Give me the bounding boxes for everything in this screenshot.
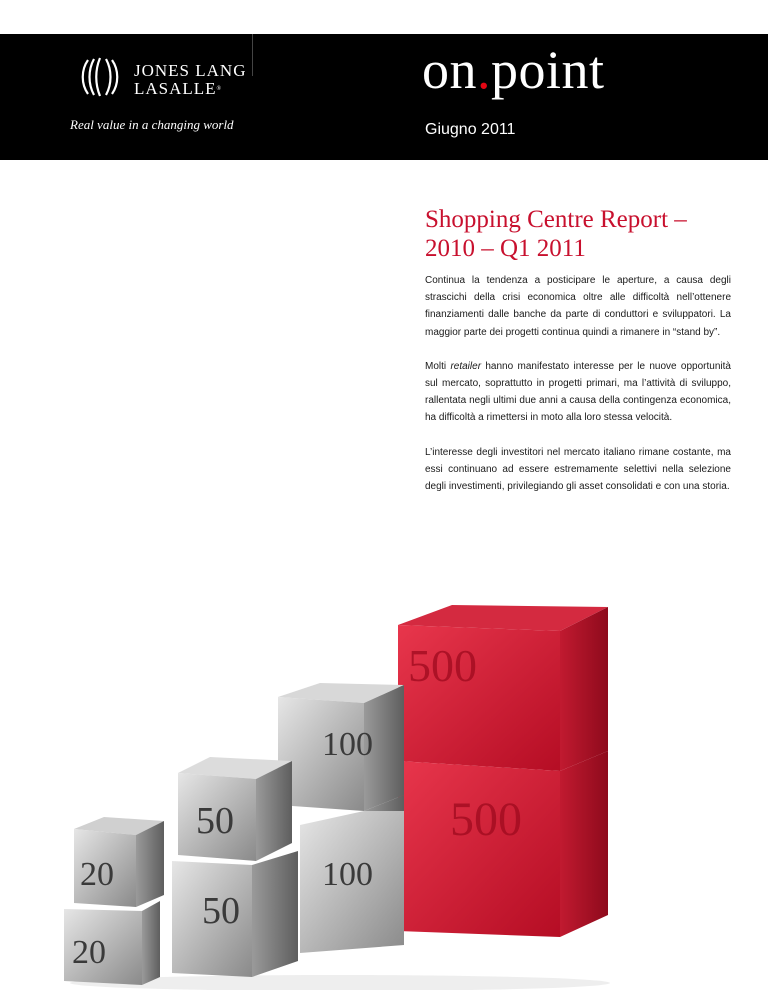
cube-100-bottom [300, 795, 404, 953]
brand-part-1: on [422, 40, 477, 100]
edition-date: Giugno 2011 [425, 121, 516, 138]
brand-part-2: point [491, 40, 605, 100]
logo-tagline: Real value in a changing world [70, 117, 234, 132]
svg-text:20: 20 [72, 934, 106, 971]
cube-50-top [178, 757, 292, 861]
header-banner [0, 34, 768, 160]
paragraph-3: L’interesse degli investitori nel mercato italiano rimane costante, ma essi continuano ad essere estremamente selettivi nella selezione degli investimenti, privilegiando gli asset consolidati e con una storia. [425, 446, 731, 493]
paragraph-2-prefix: Molti [425, 360, 451, 372]
svg-text:100: 100 [322, 726, 373, 763]
report-title-line-2: 2010 – Q1 2011 [425, 235, 586, 262]
cube-50-bottom [172, 851, 298, 977]
report-summary [425, 272, 731, 512]
report-title [425, 205, 745, 263]
paragraph-2 [425, 358, 731, 427]
brand-dot: . [477, 40, 491, 100]
cube-20-top [74, 817, 164, 907]
paragraph-2-emphasis: retailer [450, 360, 482, 372]
svg-text:500: 500 [450, 793, 522, 846]
publication-brand [422, 40, 605, 100]
euro-banknote-cubes [60, 585, 620, 990]
cube-100-top [278, 683, 404, 811]
paragraph-2-rest: hanno manifestato interesse per le nuove opportunità sul mercato, soprattutto in progetti primari, ma l’attività di sviluppo, rallentata negli ultimi due anni a causa della contingenza economica, ha difficoltà a rimettersi in moto alla loro stessa velocità. [425, 360, 731, 424]
jll-logo-icon [80, 56, 120, 98]
svg-text:50: 50 [196, 800, 234, 842]
report-title-line-1: Shopping Centre Report – [425, 206, 687, 233]
company-logo[interactable] [70, 54, 270, 134]
cube-20-bottom [64, 901, 160, 985]
svg-text:50: 50 [202, 890, 240, 932]
svg-text:20: 20 [80, 856, 114, 893]
svg-text:100: 100 [322, 856, 373, 893]
paragraph-1: Continua la tendenza a posticipare le aperture, a causa degli strascichi della crisi economica oltre alle difficoltà nell’ottenere finanziamenti dalle banche da parte di conduttori e sviluppatori. La maggior parte dei progetti continua quindi a rimanere in “stand by”. [425, 275, 731, 338]
svg-text:500: 500 [408, 640, 477, 691]
cube-500-top [398, 605, 608, 771]
header-divider [252, 34, 253, 76]
logo-line-1: JONES LANG [134, 61, 247, 80]
cube-500-bottom [398, 751, 608, 937]
logo-line-2: LASALLE® [134, 79, 223, 98]
logo-wordmark [134, 62, 246, 98]
